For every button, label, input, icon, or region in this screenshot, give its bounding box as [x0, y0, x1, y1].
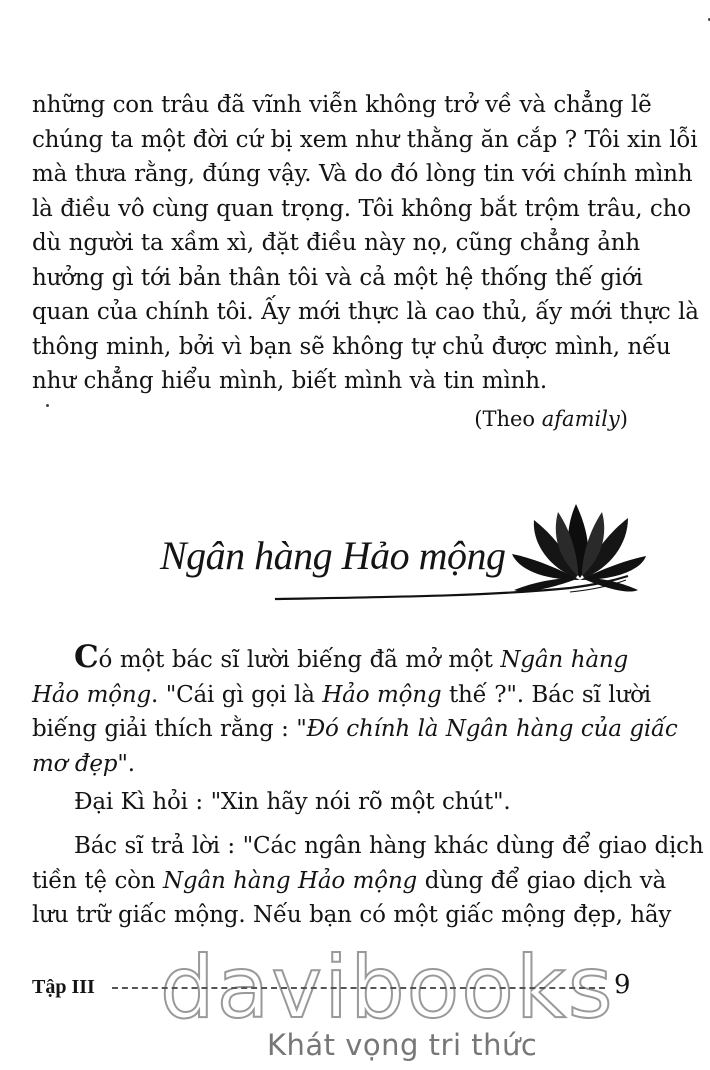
top-paragraph	[32, 88, 699, 399]
story-title: Ngân hàng Hảo mộng	[160, 533, 506, 578]
text-line: Bác sĩ trả lời : "Các ngân hàng khác dùng để giao dịch	[74, 833, 704, 859]
title-ornament	[270, 500, 650, 610]
story-paragraph-3	[32, 829, 704, 933]
watermark-tagline: Khát vọng tri thức	[267, 1028, 538, 1062]
source-credit: (Theo afamily)	[474, 407, 628, 431]
drop-cap: C	[74, 639, 99, 675]
text-line: lưu trữ giấc mộng. Nếu bạn có một giấc mộng đẹp, hãy	[32, 902, 672, 928]
text-line: Hảo mộng. "Cái gì gọi là Hảo mộng thế ?". Bác sĩ lười	[32, 681, 651, 708]
text-line: là điều vô cùng quan trọng. Tôi không bắt trộm trâu, cho	[32, 195, 691, 222]
text-line: tiền tệ còn Ngân hàng Hảo mộng dùng để giao dịch và	[32, 867, 667, 894]
story-paragraph-1	[32, 639, 678, 781]
print-speck	[46, 404, 49, 407]
text-line: Đại Kì hỏi : "Xin hãy nói rõ một chút".	[74, 789, 511, 815]
footer-volume: Tập III	[32, 976, 95, 998]
text-line: Có một bác sĩ lười biếng đã mở một Ngân hàng	[74, 639, 628, 675]
text-line: mơ đẹp".	[32, 750, 135, 777]
text-line: biếng giải thích rằng : "Đó chính là Ngân hàng của giấc	[32, 716, 678, 742]
text-line: thông minh, bởi vì bạn sẽ không tự chủ được mình, nếu	[32, 333, 671, 360]
lotus-flower-icon	[512, 504, 646, 592]
text-line: mà thưa rằng, đúng vậy. Và do đó lòng tin với chính mình	[32, 161, 693, 187]
footer-dashed-rule	[112, 987, 605, 989]
text-line: hưởng gì tới bản thân tôi và cả một hệ thống thế giới	[32, 264, 643, 291]
watermark-brand: davibooks	[160, 938, 615, 1038]
text-line: quan của chính tôi. Ấy mới thực là cao thủ, ấy mới thực là	[32, 299, 699, 325]
page-number: 9	[614, 970, 631, 1000]
text-line: chúng ta một đời cứ bị xem như thằng ăn cắp ? Tôi xin lỗi	[32, 126, 698, 153]
text-line: những con trâu đã vĩnh viễn không trở về và chẳng lẽ	[32, 92, 652, 118]
story-paragraph-2	[32, 785, 628, 820]
text-line: như chẳng hiểu mình, biết mình và tin mình.	[32, 368, 547, 394]
text-line: dù người ta xầm xì, đặt điều này nọ, cũng chẳng ảnh	[32, 230, 641, 256]
